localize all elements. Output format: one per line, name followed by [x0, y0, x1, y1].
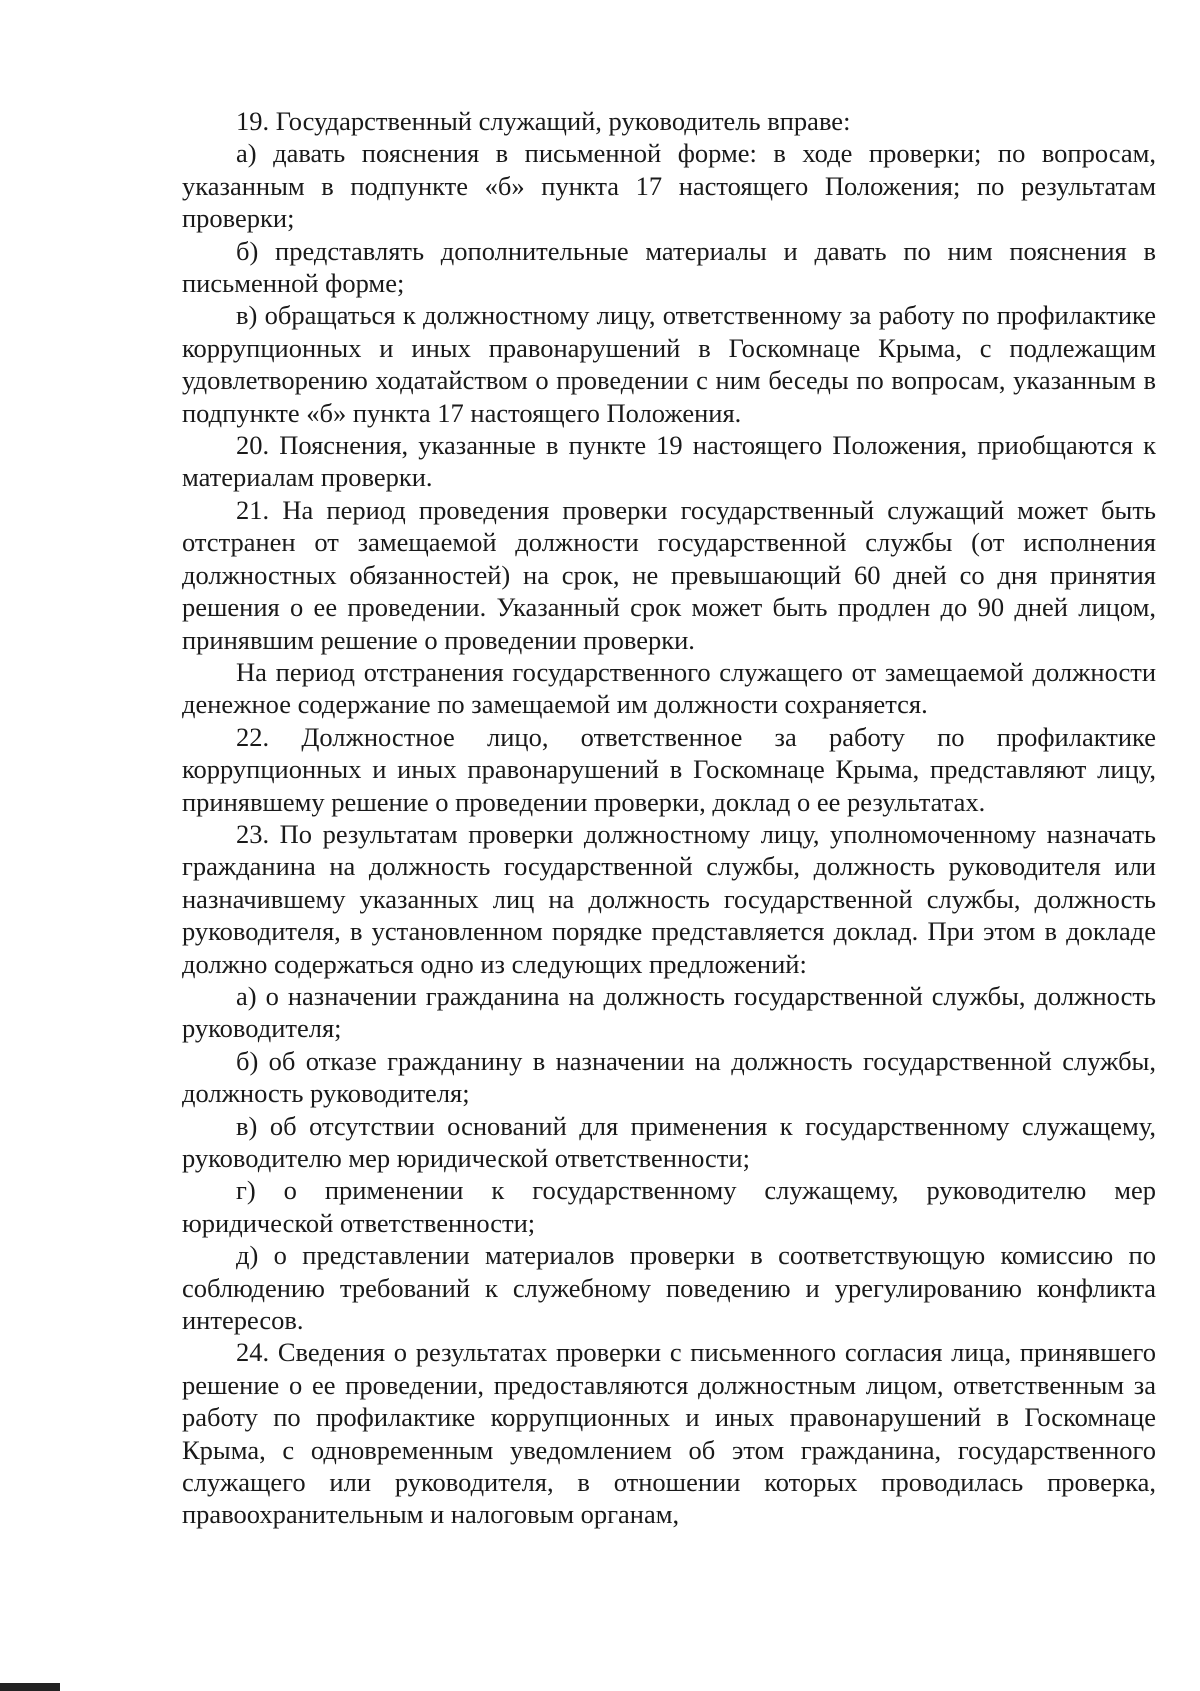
paragraph-20: 20. Пояснения, указанные в пункте 19 настоящего Положения, приобщаются к материалам проверки.: [182, 430, 1156, 493]
paragraph-21: 21. На период проведения проверки государственный служащий может быть отстранен от замещаемой должности государственной службы (от исполнения должностных обязанностей) на срок, не превышающий 60 дней со дня принятия решения о ее проведении. Указанный срок может быть продлен до 90 дней лицом, принявшим решение о проведении проверки.: [182, 494, 1156, 655]
paragraph-23-v: в) об отсутствии оснований для применения к государственному служащему, руководителю мер юридической ответственности;: [182, 1110, 1156, 1173]
paragraph-19: 19. Государственный служащий, руководитель вправе:: [236, 106, 851, 136]
paragraph-23-b: б) об отказе гражданину в назначении на должность государственной службы, должность руководителя;: [182, 1045, 1156, 1109]
paragraph-19-v: в) обращаться к должностному лицу, ответственному за работу по профилактике коррупционных и иных правонарушений в Госкомнаце Крыма, с подлежащим удовлетворению ходатайством о проведении с ним беседы по вопросам, указанным в подпункте «б» пункта 17 настоящего Положения.: [182, 300, 1156, 428]
document-page: [182, 105, 1156, 1531]
paragraph-23-g: г) о применении к государственному служащему, руководителю мер юридической ответственности;: [182, 1175, 1156, 1238]
scan-edge-mark: [0, 1683, 60, 1691]
paragraph-24: 24. Сведения о результатах проверки с письменного согласия лица, принявшего решение о ее проведении, предоставляются должностным лицом, ответственным за работу по профилактике коррупционных и иных правонарушений в Госкомнаце Крыма, с одновременным уведомлением об этом гражданина, государственного служащего или руководителя, в отношении которых проводилась проверка, правоохранительным и налоговым органам,: [182, 1337, 1156, 1530]
paragraph-23: 23. По результатам проверки должностному лицу, уполномоченному назначать гражданина на должность государственной службы, должность руководителя или назначившему указанных лиц на должность государственной службы, должность руководителя, в установленном порядке представляется доклад. При этом в докладе должно содержаться одно из следующих предложений:: [182, 818, 1156, 979]
paragraph-19-a: а) давать пояснения в письменной форме: в ходе проверки; по вопросам, указанным в подпункте «б» пункта 17 настоящего Положения; по результатам проверки;: [182, 138, 1156, 234]
paragraph-21-cont: На период отстранения государственного служащего от замещаемой должности денежное содержание по замещаемой им должности сохраняется.: [182, 656, 1156, 720]
paragraph-19-b: б) представлять дополнительные материалы и давать по ним пояснения в письменной форме;: [182, 235, 1156, 299]
paragraph-23-a: а) о назначении гражданина на должность государственной службы, должность руководителя;: [182, 980, 1156, 1044]
paragraph-22: 22. Должностное лицо, ответственное за работу по профилактике коррупционных и иных правонарушений в Госкомнаце Крыма, представляют лицу, принявшему решение о проведении проверки, доклад о ее результатах.: [182, 721, 1156, 817]
paragraph-23-d: д) о представлении материалов проверки в соответствующую комиссию по соблюдению требований к служебному поведению и урегулированию конфликта интересов.: [182, 1240, 1156, 1336]
